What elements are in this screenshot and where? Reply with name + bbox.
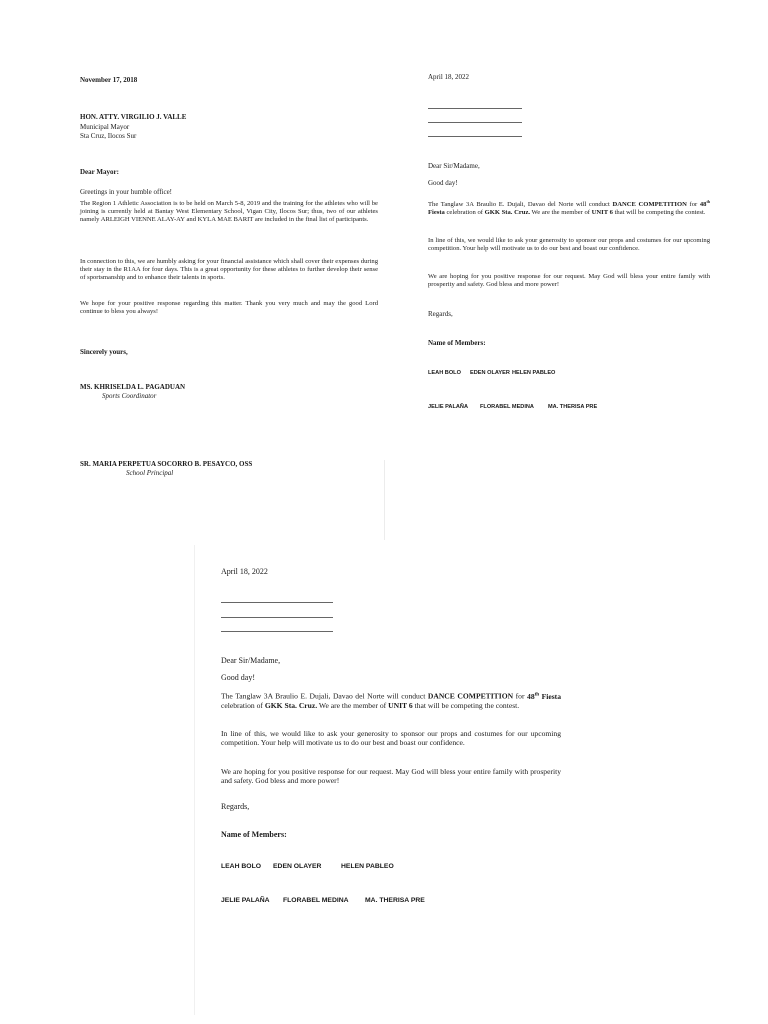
salutation: Dear Mayor: — [80, 168, 119, 176]
address-line-2 — [221, 617, 333, 618]
member-name: HELEN PABLEO — [512, 370, 556, 376]
paragraph-2: In connection to this, we are humbly asking for your financial assistance which shall cover their expenses during their stay in the R1AA for four days. This is a great opportunity for these athletes to further develop their sense of sportsmanship and to enhance their talents in sports. — [80, 258, 378, 281]
closing: Regards, — [221, 802, 250, 811]
greeting: Good day! — [428, 179, 458, 187]
members-row-2 — [428, 404, 597, 410]
closing: Regards, — [428, 310, 453, 318]
member-name: LEAH BOLO — [221, 863, 262, 870]
members-row-1 — [428, 370, 555, 376]
letter-page-sponsorship-top — [384, 50, 724, 460]
member-name: MA. THERISA PRE — [548, 404, 598, 410]
address-line-3 — [428, 136, 522, 137]
paragraph-3: We are hoping for you positive response for our request. May God will bless your entire family with prosperity and safety. God bless and more power! — [428, 273, 710, 288]
member-name: FLORABEL MEDINA — [283, 897, 349, 904]
member-name: EDEN OLAYER — [273, 863, 322, 870]
paragraph-2: In line of this, we would like to ask your generosity to sponsor our props and costumes for our upcoming competition. Your help will motivate us to do our best and boast our confidence. — [428, 237, 710, 252]
letter-date: April 18, 2022 — [428, 73, 470, 81]
signatory-2-name: SR. MARIA PERPETUA SOCORRO B. PESAYCO, OSS — [80, 460, 253, 468]
letter-date: November 17, 2018 — [80, 76, 138, 84]
letter-page-mayor — [34, 50, 385, 540]
paragraph-2: In line of this, we would like to ask your generosity to sponsor our props and costumes for our upcoming competition. Your help will motivate us to do our best and boast our confidence. — [221, 729, 561, 747]
members-label: Name of Members: — [221, 830, 287, 839]
members-row-1 — [221, 863, 394, 870]
paragraph-3: We hope for your positive response regarding this matter. Thank you very much and may the good Lord continue to bless you always! — [80, 300, 378, 315]
paragraph-1: The Tanglaw 3A Braulio E. Dujali, Davao del Norte will conduct DANCE COMPETITION for 48th Fiesta celebration of GKK Sta. Cruz. We are the member of UNIT 6 that will be competing the contest. — [221, 691, 561, 710]
recipient-name: HON. ATTY. VIRGILIO J. VALLE — [80, 113, 187, 121]
signatory-2-role: School Principal — [126, 469, 174, 477]
recipient-address: Sta Cruz, Ilocos Sur — [80, 132, 137, 140]
member-name: JELIE PALAÑA — [428, 404, 468, 410]
member-name: JELIE PALAÑA — [221, 897, 270, 904]
signatory-1-role: Sports Coordinator — [102, 392, 157, 400]
greeting: Good day! — [221, 673, 255, 682]
salutation: Dear Sir/Madame, — [221, 656, 281, 665]
paragraph-1: The Tanglaw 3A Braulio E. Dujali, Davao del Norte will conduct DANCE COMPETITION for 48th Fiesta celebration of GKK Sta. Cruz. We are the member of UNIT 6 that will be competing the contest. — [428, 199, 711, 217]
recipient-title: Municipal Mayor — [80, 123, 130, 131]
closing: Sincerely yours, — [80, 348, 128, 356]
address-line-2 — [428, 122, 522, 123]
member-name: MA. THERISA PRE — [365, 897, 425, 904]
members-label: Name of Members: — [428, 339, 486, 347]
letter-date: April 18, 2022 — [221, 567, 268, 576]
address-line-1 — [428, 108, 522, 109]
member-name: FLORABEL MEDINA — [480, 404, 534, 410]
member-name: EDEN OLAYER — [470, 370, 510, 376]
paragraph-3: We are hoping for you positive response for our request. May God will bless your entire family with prosperity and safety. God bless and more power! — [221, 767, 561, 785]
paragraph-1: The Region 1 Athletic Association is to be held on March 5-8, 2019 and the training for the athletes who will be joining is currently held at Bantay West Elementary School, Vigan City, Ilocos Sur; thus, two of our athletes namely ARLEIGH VIENNE ALAY-AY and KYLA MAE BARIT are included in the final list of participants. — [80, 200, 378, 223]
address-line-3 — [221, 631, 333, 632]
address-line-1 — [221, 602, 333, 603]
letter-page-sponsorship-bottom — [194, 545, 575, 1015]
member-name: HELEN PABLEO — [341, 863, 394, 870]
member-name: LEAH BOLO — [428, 370, 461, 376]
greeting: Greetings in your humble office! — [80, 188, 173, 196]
signatory-1-name: MS. KHRISELDA L. PAGADUAN — [80, 383, 186, 391]
members-row-2 — [221, 897, 425, 904]
salutation: Dear Sir/Madame, — [428, 162, 480, 170]
